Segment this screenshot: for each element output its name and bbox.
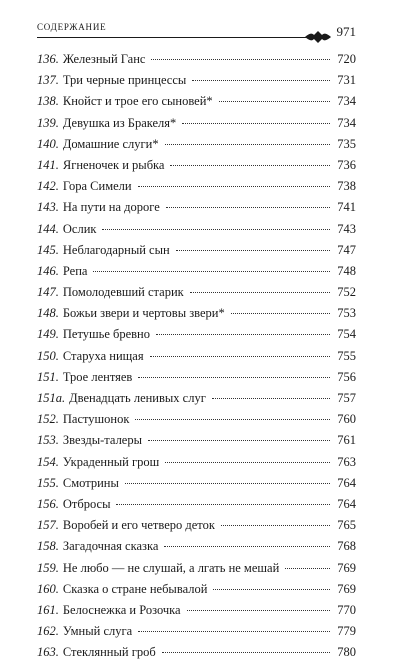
entry-page-number: 752 bbox=[337, 285, 356, 300]
entry-page-number: 720 bbox=[337, 52, 356, 66]
entry-number: 157. bbox=[37, 518, 59, 533]
entry-page-number: 754 bbox=[337, 327, 356, 342]
entry-title: Помолодевший старик bbox=[62, 285, 184, 300]
entry-number: 153. bbox=[37, 433, 59, 448]
entry-number: 154. bbox=[37, 454, 59, 469]
dot-leader bbox=[150, 356, 330, 357]
dot-leader bbox=[219, 101, 330, 102]
entry-title: Стеклянный гроб bbox=[62, 645, 156, 660]
entry-title: Сказка о стране небывалой bbox=[62, 581, 208, 596]
dot-leader bbox=[116, 504, 330, 505]
dot-leader bbox=[165, 144, 330, 145]
entry-number: 151. bbox=[37, 369, 59, 384]
running-header bbox=[37, 19, 356, 41]
dot-leader bbox=[164, 546, 330, 547]
entry-title: На пути на дороге bbox=[62, 200, 160, 215]
dot-leader bbox=[93, 271, 330, 272]
entry-number: 150. bbox=[37, 348, 59, 363]
toc-entry bbox=[37, 113, 356, 134]
dot-leader bbox=[156, 334, 330, 335]
entry-page-number: 769 bbox=[337, 560, 356, 575]
entry-number: 142. bbox=[37, 179, 59, 194]
entry-number: 149. bbox=[37, 327, 59, 342]
entry-number: 160. bbox=[37, 581, 59, 596]
entry-number: 155. bbox=[37, 475, 59, 490]
toc-entry bbox=[37, 388, 356, 409]
entry-page-number: 768 bbox=[337, 539, 356, 554]
header-rule bbox=[37, 37, 310, 38]
dot-leader bbox=[102, 229, 330, 230]
toc-entry bbox=[37, 642, 356, 663]
entry-page-number: 769 bbox=[337, 581, 356, 596]
entry-number: 138. bbox=[37, 94, 59, 109]
entry-number: 139. bbox=[37, 115, 59, 130]
entry-title: Ослик bbox=[62, 221, 97, 236]
entry-title: Кнойст и трое его сыновей* bbox=[62, 94, 213, 109]
entry-page-number: 753 bbox=[337, 306, 356, 321]
entry-title: Девушка из Бракеля* bbox=[62, 115, 177, 130]
entry-title: Гора Симели bbox=[62, 179, 132, 194]
running-head-title: СОДЕРЖАНИЕ bbox=[37, 22, 107, 32]
entry-page-number: 770 bbox=[337, 602, 356, 617]
entry-number: 148. bbox=[37, 306, 59, 321]
page-number: 971 bbox=[336, 24, 356, 39]
toc-entry bbox=[37, 155, 356, 176]
toc-entry bbox=[37, 197, 356, 218]
entry-page-number: 736 bbox=[337, 157, 356, 172]
entry-title: Старуха нищая bbox=[62, 348, 144, 363]
entry-title: Ягненочек и рыбка bbox=[62, 157, 165, 172]
entry-number: 163. bbox=[37, 645, 59, 660]
entry-page-number: 743 bbox=[337, 221, 356, 236]
toc-entry bbox=[37, 536, 356, 557]
toc-entry bbox=[37, 282, 356, 303]
entry-page-number: 747 bbox=[337, 242, 356, 257]
entry-page-number: 764 bbox=[337, 496, 356, 511]
entry-page-number: 765 bbox=[337, 518, 356, 533]
entry-title: Звезды-талеры bbox=[62, 433, 143, 448]
dot-leader bbox=[213, 589, 330, 590]
entry-title: Умный слуга bbox=[62, 624, 133, 639]
entry-number: 156. bbox=[37, 496, 59, 511]
dot-leader bbox=[190, 292, 330, 293]
dot-leader bbox=[176, 250, 330, 251]
entry-number: 162. bbox=[37, 624, 59, 639]
entry-page-number: 779 bbox=[337, 624, 356, 639]
dot-leader bbox=[166, 207, 330, 208]
toc-entry bbox=[37, 240, 356, 261]
entry-page-number: 763 bbox=[337, 454, 356, 469]
entry-title: Двенадцать ленивых слуг bbox=[69, 391, 206, 405]
entry-title: Репа bbox=[62, 263, 88, 278]
entry-title: Железный Ганс bbox=[62, 52, 146, 66]
entry-page-number: 748 bbox=[337, 263, 356, 278]
entry-number: 136. bbox=[37, 52, 59, 66]
toc-entry bbox=[37, 452, 356, 473]
toc-entry bbox=[37, 303, 356, 324]
entry-page-number: 755 bbox=[337, 348, 356, 363]
entry-number: 146. bbox=[37, 263, 59, 278]
dot-leader bbox=[151, 59, 330, 60]
entry-number: 144. bbox=[37, 221, 59, 236]
dot-leader bbox=[187, 610, 330, 611]
toc-entry bbox=[37, 430, 356, 451]
entry-title: Отбросы bbox=[62, 496, 111, 511]
entry-page-number: 738 bbox=[337, 179, 356, 194]
dot-leader bbox=[221, 525, 330, 526]
entry-title: Белоснежка и Розочка bbox=[62, 602, 181, 617]
entry-number: 158. bbox=[37, 539, 59, 554]
dot-leader bbox=[182, 123, 330, 124]
entry-title: Трое лентяев bbox=[62, 369, 133, 384]
entry-page-number: 741 bbox=[337, 200, 356, 215]
toc-entry bbox=[37, 409, 356, 430]
toc-entry bbox=[37, 261, 356, 282]
entry-page-number: 734 bbox=[337, 115, 356, 130]
toc-entry bbox=[37, 621, 356, 642]
entry-page-number: 761 bbox=[337, 433, 356, 448]
entry-number: 152. bbox=[37, 412, 59, 427]
entry-number: 145. bbox=[37, 242, 59, 257]
toc-entry bbox=[37, 494, 356, 515]
ornament-icon bbox=[305, 30, 331, 44]
entry-page-number: 731 bbox=[337, 73, 356, 88]
entry-number: 147. bbox=[37, 285, 59, 300]
dot-leader bbox=[170, 165, 330, 166]
entry-title: Украденный грош bbox=[62, 454, 160, 469]
entry-number: 143. bbox=[37, 200, 59, 215]
dot-leader bbox=[212, 398, 330, 399]
toc-entry bbox=[37, 579, 356, 600]
entry-title: Домашние слуги* bbox=[62, 136, 159, 151]
entry-title: Неблагодарный сын bbox=[62, 242, 170, 257]
dot-leader bbox=[192, 80, 330, 81]
dot-leader bbox=[162, 652, 330, 653]
entry-title: Загадочная сказка bbox=[62, 539, 159, 554]
toc-entry bbox=[37, 367, 356, 388]
entry-number: 161. bbox=[37, 602, 59, 617]
toc-entry bbox=[37, 91, 356, 112]
entry-title: Три черные принцессы bbox=[62, 73, 187, 88]
toc-entry bbox=[37, 346, 356, 367]
toc-entry bbox=[37, 600, 356, 621]
toc-entry bbox=[37, 49, 356, 70]
toc-entry bbox=[37, 324, 356, 345]
toc-entry bbox=[37, 515, 356, 536]
entry-title: Петушье бревно bbox=[62, 327, 150, 342]
entry-page-number: 760 bbox=[337, 412, 356, 427]
entry-title: Смотрины bbox=[62, 475, 119, 490]
entry-number: 151a. bbox=[37, 391, 66, 405]
toc-entry bbox=[37, 134, 356, 155]
toc-entry bbox=[37, 219, 356, 240]
entry-page-number: 735 bbox=[337, 136, 356, 151]
entry-title: Не любо — не слушай, а лгать не мешай bbox=[62, 560, 280, 575]
dot-leader bbox=[138, 631, 330, 632]
toc-entry bbox=[37, 176, 356, 197]
dot-leader bbox=[148, 440, 330, 441]
dot-leader bbox=[138, 377, 330, 378]
entry-title: Воробей и его четверо деток bbox=[62, 518, 215, 533]
dot-leader bbox=[285, 568, 330, 569]
entry-number: 137. bbox=[37, 73, 59, 88]
entry-page-number: 734 bbox=[337, 94, 356, 109]
dot-leader bbox=[135, 419, 330, 420]
entry-title: Пастушонок bbox=[62, 412, 130, 427]
entry-page-number: 756 bbox=[337, 369, 356, 384]
toc-entry bbox=[37, 70, 356, 91]
toc-entry bbox=[37, 558, 356, 579]
entry-number: 159. bbox=[37, 560, 59, 575]
table-of-contents bbox=[37, 49, 356, 663]
dot-leader bbox=[165, 462, 330, 463]
entry-page-number: 764 bbox=[337, 475, 356, 490]
entry-page-number: 757 bbox=[337, 391, 356, 405]
entry-page-number: 780 bbox=[337, 645, 356, 660]
entry-number: 140. bbox=[37, 136, 59, 151]
toc-entry bbox=[37, 473, 356, 494]
dot-leader bbox=[231, 313, 330, 314]
entry-number: 141. bbox=[37, 157, 59, 172]
dot-leader bbox=[138, 186, 330, 187]
dot-leader bbox=[125, 483, 330, 484]
entry-title: Божьи звери и чертовы звери* bbox=[62, 306, 225, 321]
